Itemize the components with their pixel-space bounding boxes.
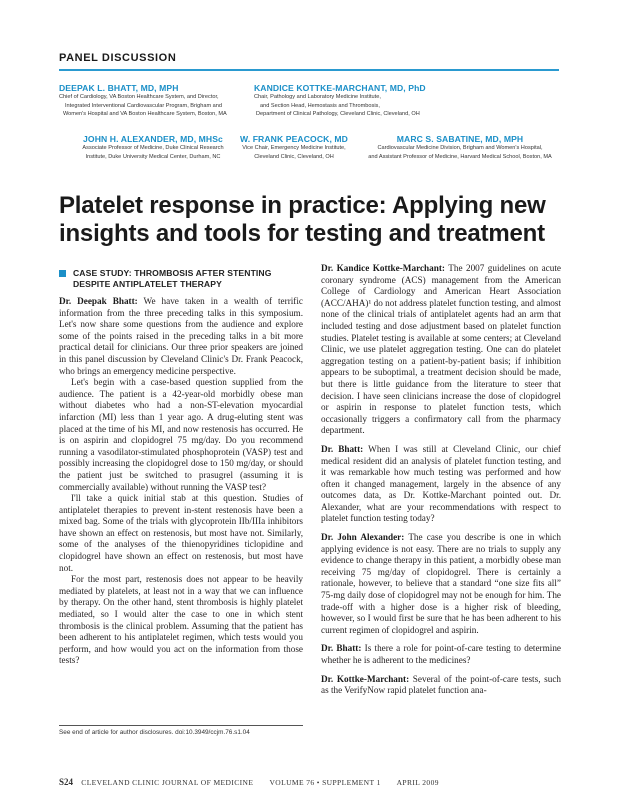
author-peacock	[230, 134, 358, 161]
author-affiliation: Department of Clinical Pathology, Cleveland Clinic, Cleveland, OH	[256, 111, 420, 118]
paragraph-text: I'll take a quick initial stab at this question. Studies of antiplatelet therapies to prevent in-stent restenosis have been a mixed bag. Some of the trials with glycoprotein IIb/IIIa inhibitors have shown an effect on restenosis, but most have not. Similarly, some of the analyses of the thienopyridines ticlopidine and clopidogrel have shown an effect on restenosis, but most have not.	[59, 493, 303, 573]
author-name: MARC S. SABATINE, MD, MPH	[396, 134, 524, 144]
square-bullet-icon	[59, 270, 66, 277]
heading-line: DESPITE ANTIPLATELET THERAPY	[73, 279, 222, 289]
author-affiliation: Chief of Cardiology, VA Boston Healthcare System, and Director,	[59, 94, 219, 100]
journal-name: CLEVELAND CLINIC JOURNAL OF MEDICINE	[81, 778, 254, 787]
author-affiliation: Cleveland Clinic, Cleveland, OH	[254, 153, 334, 160]
paragraph	[321, 532, 561, 636]
section-divider	[59, 69, 559, 71]
page-footer	[59, 777, 439, 787]
heading-line: CASE STUDY: THROMBOSIS AFTER STENTING	[73, 268, 272, 278]
section-label: PANEL DISCUSSION	[59, 52, 177, 64]
paragraph-text: Let's begin with a case-based question supplied from the audience. The patient is a 42-year-old morbidly obese man without diabetes who had a non-ST-elevation myocardial infarction (MI) less than 1 year ago. A drug-eluting stent was placed at the time of his MI, and now restenosis has occurred. He is on aspirin and clopidogrel 75 mg/day. Do you recommend running a vasodilator-stimulated phosphoprotein (VASP) test and possibly increasing the clopidogrel dose to 150 mg/day, or should the patient just be switched to prasugrel (assuming it is commercially available) without running the VASP test?	[59, 377, 303, 492]
speaker-name: Dr. Kandice Kottke-Marchant:	[321, 263, 445, 273]
author-alexander	[59, 134, 247, 161]
volume-info: VOLUME 76 • SUPPLEMENT 1	[269, 778, 381, 787]
paragraph	[59, 574, 303, 667]
paragraph-text: The case you describe is one in which applying evidence is not easy. There are no trials to supply any evidence to change therapy in this patient, a morbidly obese man receiving 75 mg/day of clopidogrel. There is certainly a rationale, however, to believe that a standard “one size fits all” 75-mg daily dose of clopidogrel may not be enough for him. The trade-off with a higher dose is a higher risk of bleeding, however, so I would first be sure that he has been adherent to his current regimen of clopidogrel and aspirin.	[321, 532, 562, 635]
author-affiliation: Women's Hospital and VA Boston Healthcare System, Boston, MA	[63, 111, 227, 118]
author-name: KANDICE KOTTKE-MARCHANT, MD, PhD	[254, 83, 426, 93]
author-name: JOHN H. ALEXANDER, MD, MHSc	[83, 134, 223, 144]
paragraph	[321, 263, 561, 437]
paragraph	[59, 377, 303, 493]
author-sabatine	[360, 134, 560, 161]
paragraph-text: When I was still at Cleveland Clinic, our chief medical resident did an analysis of platelet function testing, and it was remarkable how much testing was performed and how often it changed management, largely in the absence of any outcomes data, as Dr. Kottke-Marchant pointed out. Dr. Alexander, what are your recommendations with respect to platelet function testing today?	[321, 443, 561, 524]
right-column	[321, 263, 561, 697]
author-name: DEEPAK L. BHATT, MD, MPH	[59, 83, 179, 93]
paragraph-text: For the most part, restenosis does not appear to be heavily mediated by platelets, at least not in a way that we can influence by therapy. On the other hand, stent thrombosis is highly platelet mediated, so I would alter the case to one in which stent thrombosis is the clinical problem. Assuming that the patient has been adherent to his antiplatelet regimen, which tests would you perform, and how would you act on the information from those tests?	[59, 574, 303, 666]
paragraph-text: The 2007 guidelines on acute coronary syndrome (ACS) management from the American College of Cardiology and American Heart Association (ACC/AHA)¹ do not address platelet function testing, and almost none of the clinical trials of antiplatelet agents had an arm that included testing and dose adjustment based on platelet function studies. Platelet testing is available at some centers; at Cleveland Clinic, we use platelet aggregation testing. One can do platelet aggregation testing on a patient-by-patient basis; if inhibition appears to be suboptimal, a treatment decision should be made, but there is little guidance from the literature to steer that decision. I have seen clinicians increase the dose of clopidogrel or aspirin in response to platelet function tests, which occasionally triggers a confirmatory call from the pharmacy department.	[321, 263, 561, 436]
author-name: W. FRANK PEACOCK, MD	[240, 134, 348, 144]
speaker-name: Dr. Kottke-Marchant:	[321, 673, 410, 684]
author-affiliation: Institute, Duke University Medical Center, Durham, NC	[85, 153, 221, 160]
issue-date: APRIL 2009	[396, 778, 439, 787]
left-column	[59, 268, 303, 667]
case-study-heading	[59, 268, 303, 290]
paragraph	[59, 493, 303, 574]
footnote-divider	[59, 725, 303, 726]
author-bhatt	[59, 83, 227, 119]
author-affiliation: Chair, Pathology and Laboratory Medicine Institute,	[254, 94, 381, 100]
author-affiliation: and Assistant Professor of Medicine, Harvard Medical School, Boston, MA	[368, 153, 552, 160]
paragraph-text: Is there a role for point-of-care testing to determine whether he is adherent to the medicines?	[321, 643, 561, 665]
paragraph-text: Several of the point-of-care tests, such as the VerifyNow rapid platelet function ana-	[321, 673, 561, 696]
author-affiliation: Cardiovascular Medicine Division, Brigham and Women's Hospital,	[377, 145, 543, 151]
author-affiliation: Integrated Interventional Cardiovascular Program, Brigham and	[65, 102, 223, 109]
title-line: Platelet response in practice: Applying new	[59, 192, 546, 219]
author-affiliation: Associate Professor of Medicine, Duke Clinical Research	[82, 145, 224, 151]
author-affiliation: Vice Chair, Emergency Medicine Institute,	[242, 145, 346, 151]
author-kottke-marchant	[254, 83, 426, 119]
paragraph	[321, 643, 561, 666]
speaker-name: Dr. Bhatt:	[321, 643, 362, 654]
article-title	[59, 192, 579, 248]
paragraph	[321, 674, 561, 697]
footnote: See end of article for author disclosures. doi:10.3949/ccjm.76.s1.04	[59, 729, 250, 736]
paragraph	[321, 444, 561, 525]
title-line: insights and tools for testing and treatment	[59, 220, 545, 247]
paragraph-text: We have taken in a wealth of terrific information from the three preceding talks in this symposium. Let's now share some questions from the audience and explore some of the points raised in the preceding talks in a bit more practical detail for clinicians. Our three prior speakers are joined in this panel discussion by Cleveland Clinic's Dr. Frank Peacock, who brings an emergency medicine perspective.	[59, 296, 303, 376]
page-number: S24	[59, 777, 74, 787]
speaker-name: Dr. John Alexander:	[321, 532, 405, 543]
paragraph	[59, 296, 303, 377]
speaker-name: Dr. Bhatt:	[321, 443, 364, 454]
author-affiliation: and Section Head, Hemostasis and Thrombosis,	[260, 102, 380, 109]
speaker-name: Dr. Deepak Bhatt:	[59, 296, 138, 306]
